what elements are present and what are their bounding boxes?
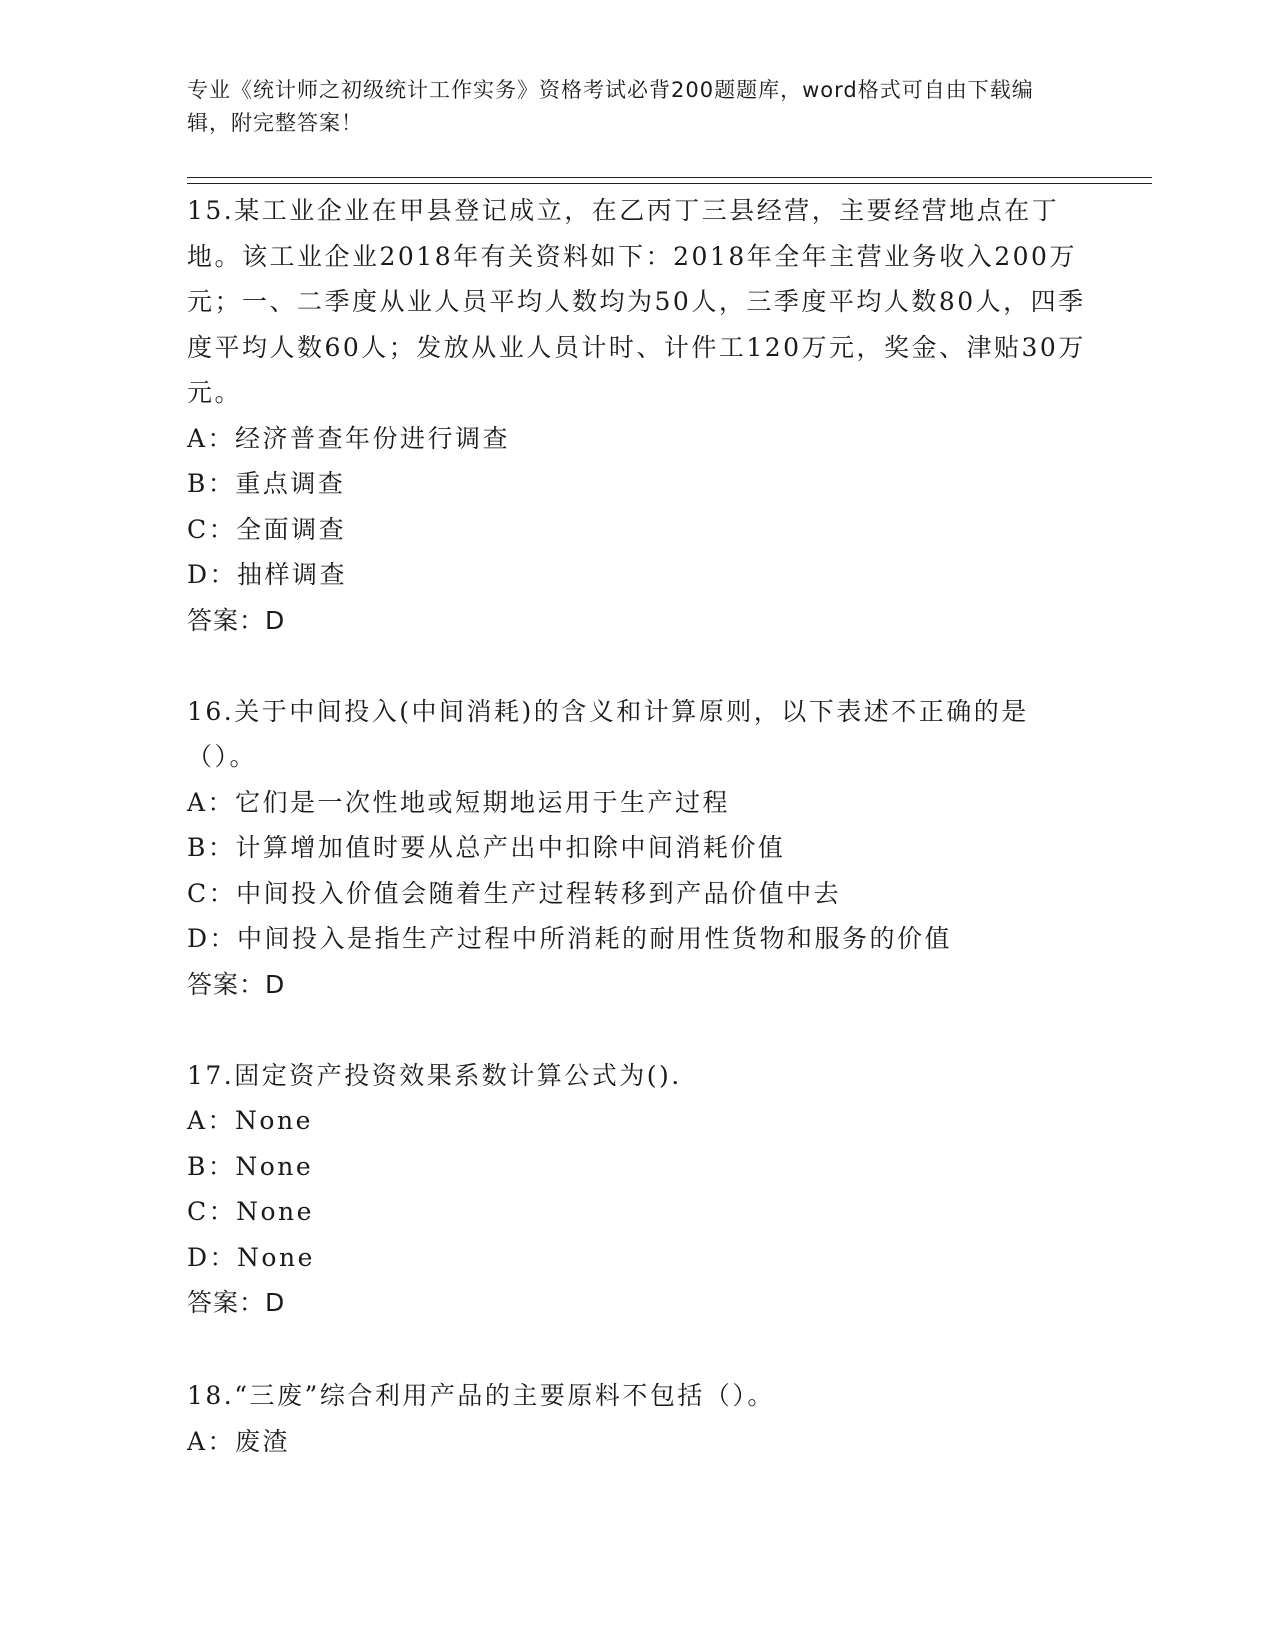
spacer xyxy=(187,643,1087,689)
question-stem: 17.固定资产投资效果系数计算公式为(). xyxy=(187,1060,682,1090)
option-a: A：None xyxy=(187,1106,313,1135)
answer-line: 答案：D xyxy=(187,605,286,635)
spacer xyxy=(187,1325,1087,1373)
option-b: B：None xyxy=(187,1151,314,1181)
question-16 xyxy=(187,689,1087,1007)
option-c: C：中间投入价值会随着生产过程转移到产品价值中去 xyxy=(187,878,842,908)
answer-line: 答案：D xyxy=(187,1288,286,1317)
option-d: D：None xyxy=(187,1242,315,1272)
option-b: B：重点调查 xyxy=(187,469,346,498)
question-stem: 18.“三废”综合利用产品的主要原料不包括（）。 xyxy=(187,1381,775,1410)
option-a: A：经济普查年份进行调查 xyxy=(187,423,511,453)
question-stem: 16.关于中间投入(中间消耗)的含义和计算原则，以下表述不正确的是（）。 xyxy=(187,696,1029,771)
option-a: A：它们是一次性地或短期地运用于生产过程 xyxy=(187,787,731,817)
option-a: A：废渣 xyxy=(187,1426,291,1456)
question-17 xyxy=(187,1053,1087,1326)
question-18 xyxy=(187,1373,1087,1464)
header-divider-bottom xyxy=(187,183,1152,184)
document-header: 专业《统计师之初级统计工作实务》资格考试必背200题题库，word格式可自由下载编辑，附完整答案！ xyxy=(187,78,1034,135)
option-d: D：抽样调查 xyxy=(187,560,348,589)
option-c: C：None xyxy=(187,1197,314,1226)
option-b: B：计算增加值时要从总产出中扣除中间消耗价值 xyxy=(187,833,786,862)
question-stem: 15.某工业企业在甲县登记成立，在乙丙丁三县经营，主要经营地点在丁地。该工业企业2018年有关资料如下：2018年全年主营业务收入200万元；一、二季度从业人员平均人数均为50人，三季度平均人数80人，四季度平均人数60人；发放从业人员计时、计件工120万元，奖金、津贴30万元。 xyxy=(187,196,1086,407)
spacer xyxy=(187,1007,1087,1053)
header-divider-top xyxy=(187,177,1152,178)
option-d: D：中间投入是指生产过程中所消耗的耐用性货物和服务的价值 xyxy=(187,924,953,953)
question-list xyxy=(187,188,1087,1464)
option-c: C：全面调查 xyxy=(187,514,347,544)
question-15 xyxy=(187,188,1087,643)
answer-line: 答案：D xyxy=(187,969,286,999)
